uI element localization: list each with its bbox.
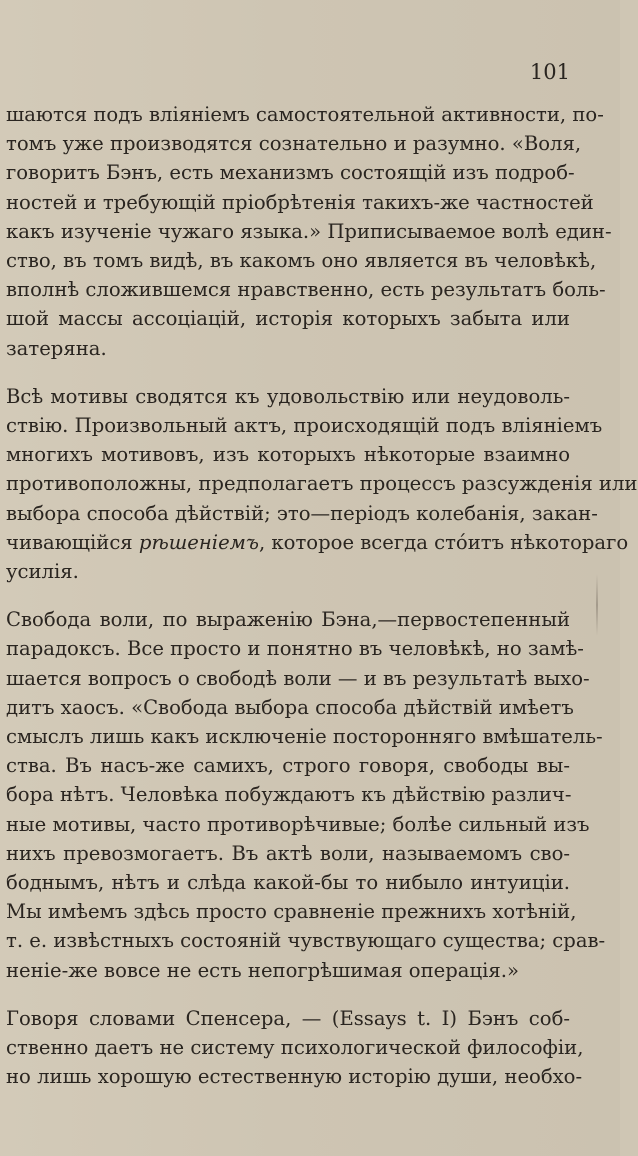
paragraph-1 <box>6 100 612 363</box>
text-line: шается вопросъ о свободѣ воли — и въ результатѣ выхо- <box>6 666 590 690</box>
text-line: но лишь хорошую естественную исторію души, необхо- <box>6 1065 583 1089</box>
text-line: ствію. Произвольный актъ, происходящій подъ вліяніемъ <box>6 414 603 438</box>
text-segment: чивающійся <box>6 530 133 554</box>
text-line: бора нѣтъ. Человѣка побуждаютъ къ дѣйствію различ- <box>6 783 572 807</box>
text-line: ностей и требующій пріобрѣтенія такихъ-же частностей <box>6 190 594 214</box>
page-number: 101 <box>529 60 570 84</box>
text-line: противоположны, предполагаетъ процессъ разсужденія или <box>6 472 638 496</box>
text-line: т. е. извѣстныхъ состояній чувствующаго существа; срав- <box>6 929 606 953</box>
text-line: парадоксъ. Все просто и понятно въ человѣкѣ, но замѣ- <box>6 637 584 661</box>
text-line: затеряна. <box>6 336 107 360</box>
text-line: говоритъ Бэнъ, есть механизмъ состоящій изъ подроб- <box>6 161 575 185</box>
text-line: Говоря словами Спенсера, — (Essays t. I) Бэнъ соб- <box>6 1006 570 1030</box>
paragraph-2 <box>6 382 638 586</box>
text-line: ство, въ томъ видѣ, въ какомъ оно является въ человѣкѣ, <box>6 249 597 273</box>
emphasized-word: рѣшеніемъ <box>138 530 259 554</box>
text-line: Мы имѣемъ здѣсь просто сравненіе прежнихъ хотѣній, <box>6 900 577 924</box>
body-text <box>6 100 638 1092</box>
text-line: ные мотивы, часто противорѣчивые; болѣе сильный изъ <box>6 812 590 836</box>
text-line: Всѣ мотивы сводятся къ удовольствію или неудоволь- <box>6 384 570 408</box>
text-line-mixed <box>6 528 629 557</box>
text-line: шой массы ассоціацій, исторія которыхъ забыта или <box>6 307 570 331</box>
text-line: усилія. <box>6 560 79 584</box>
text-line: дитъ хаосъ. «Свобода выбора способа дѣйствій имѣетъ <box>6 695 574 719</box>
text-line: ственно даетъ не систему психологической философіи, <box>6 1036 584 1060</box>
margin-mark <box>596 574 598 636</box>
text-line: вполнѣ сложившемся нравственно, есть результатъ боль- <box>6 278 606 302</box>
text-line: Свобода воли, по выраженію Бэна,—первостепенный <box>6 608 570 632</box>
text-line: боднымъ, нѣтъ и слѣда какой-бы то нибыло интуиціи. <box>6 871 570 895</box>
text-line: неніе-же вовсе не есть непогрѣшимая операція.» <box>6 958 519 982</box>
text-line: выбора способа дѣйствій; это—періодъ колебанія, закан- <box>6 501 598 525</box>
text-line: какъ изученіе чужаго языка.» Приписываемое волѣ един- <box>6 219 612 243</box>
paragraph-3 <box>6 605 606 985</box>
text-line: смыслъ лишь какъ исключеніе посторонняго вмѣшатель- <box>6 725 603 749</box>
text-line: шаются подъ вліяніемъ самостоятельной активности, по- <box>6 103 604 126</box>
text-line: томъ уже производятся сознательно и разумно. «Воля, <box>6 132 582 156</box>
text-line: многихъ мотивовъ, изъ которыхъ нѣкоторые взаимно <box>6 443 570 467</box>
text-segment: , которое всегда стóитъ нѣкотораго <box>258 530 629 554</box>
text-line: нихъ превозмогаетъ. Въ актѣ воли, называемомъ сво- <box>6 841 570 865</box>
text-line: ства. Въ насъ-же самихъ, строго говоря, свободы вы- <box>6 754 570 778</box>
paragraph-4 <box>6 1004 584 1092</box>
